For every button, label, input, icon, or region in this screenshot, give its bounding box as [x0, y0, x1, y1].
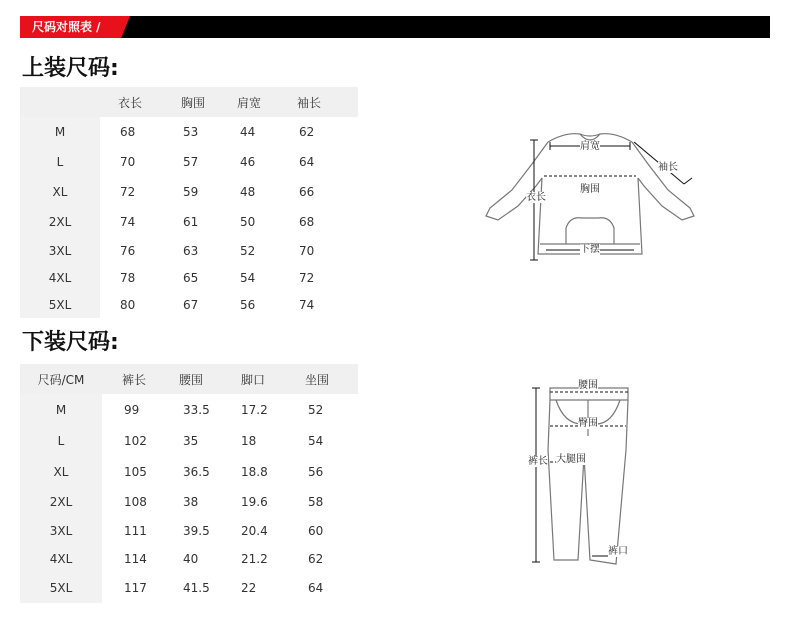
value-cell: 41.5 [183, 581, 210, 595]
value-cell: 111 [124, 523, 147, 538]
header-waist: 腰围 [164, 364, 226, 394]
value-cell: 62 [308, 552, 324, 566]
value-cell: 38 [183, 494, 199, 509]
value-cell: 114 [124, 552, 147, 566]
value-cell: 33.5 [183, 402, 210, 417]
value-cell: 72 [120, 185, 136, 199]
size-label: XL [20, 456, 102, 487]
size-label: M [20, 117, 100, 147]
value-cell: 54 [308, 433, 324, 448]
corner-cell [20, 87, 100, 117]
table-row [20, 177, 358, 207]
thigh-label: 大腿围 [556, 454, 586, 465]
header-chest: 胸围 [165, 87, 222, 117]
value-cell: 67 [183, 297, 199, 312]
table-row [20, 291, 358, 318]
sleeve-label: 袖长 [658, 162, 678, 173]
value-cell: 74 [120, 215, 136, 229]
value-cell: 35 [183, 433, 199, 448]
value-cell: 18.8 [241, 464, 268, 479]
corner-cell: 尺码/CM [20, 364, 102, 394]
length-label: 衣长 [526, 192, 546, 203]
top-size-title: 上装尺码: [22, 56, 119, 81]
table-header-row [20, 364, 358, 394]
value-cell: 57 [183, 155, 199, 169]
value-cell: 48 [240, 185, 256, 199]
value-cell: 65 [183, 270, 199, 285]
value-cell: 46 [240, 155, 256, 169]
value-cell: 108 [124, 494, 147, 509]
value-cell: 58 [308, 494, 324, 509]
value-cell: 76 [120, 243, 136, 258]
value-cell: 68 [299, 215, 315, 229]
chest-label: 胸围 [580, 184, 600, 195]
value-cell: 61 [183, 215, 199, 229]
hem-label: 下摆 [580, 244, 600, 255]
value-cell: 56 [240, 297, 256, 312]
table-row [20, 117, 358, 147]
header-leg-opening: 脚口 [226, 364, 288, 394]
value-cell: 52 [240, 243, 256, 258]
size-label: 3XL [20, 237, 100, 264]
value-cell: 59 [183, 185, 199, 199]
table-row [20, 487, 358, 516]
hip-label: 臀围 [578, 418, 598, 429]
value-cell: 19.6 [241, 494, 268, 509]
value-cell: 22 [241, 581, 257, 595]
size-label: L [20, 425, 102, 456]
value-cell: 44 [240, 125, 256, 139]
size-label: M [20, 394, 102, 425]
size-label: 5XL [20, 573, 102, 603]
table-row [20, 147, 358, 177]
size-label: XL [20, 177, 100, 207]
size-label: 4XL [20, 545, 102, 573]
pants-outline-icon [520, 370, 650, 580]
value-cell: 52 [308, 402, 324, 417]
value-cell: 50 [240, 215, 256, 229]
value-cell: 39.5 [183, 523, 210, 538]
value-cell: 53 [183, 125, 199, 139]
table-row [20, 264, 358, 291]
value-cell: 60 [308, 523, 324, 538]
size-label: 2XL [20, 207, 100, 237]
table-row [20, 516, 358, 545]
value-cell: 68 [120, 125, 136, 139]
value-cell: 21.2 [241, 552, 268, 566]
pants-length-label: 裤长 [528, 456, 548, 467]
value-cell: 105 [124, 464, 147, 479]
header-hip: 坐围 [288, 364, 358, 394]
value-cell: 66 [299, 185, 315, 199]
size-label: L [20, 147, 100, 177]
top-size-table [20, 87, 358, 318]
header-length: 裤长 [102, 364, 164, 394]
value-cell: 64 [308, 581, 324, 595]
value-cell: 18 [241, 433, 257, 448]
table-row [20, 237, 358, 264]
table-row [20, 573, 358, 603]
leg-opening-label: 裤口 [608, 546, 628, 557]
shoulder-label: 肩宽 [580, 141, 600, 152]
value-cell: 56 [308, 464, 324, 479]
banner-label: 尺码对照表 / [32, 20, 101, 34]
value-cell: 102 [124, 433, 147, 448]
header-shoulder: 肩宽 [222, 87, 282, 117]
value-cell: 36.5 [183, 464, 210, 479]
header-length: 衣长 [100, 87, 165, 117]
value-cell: 80 [120, 297, 136, 312]
header-sleeve: 袖长 [282, 87, 358, 117]
value-cell: 72 [299, 270, 315, 285]
bottom-size-title: 下装尺码: [22, 330, 119, 355]
value-cell: 78 [120, 270, 136, 285]
value-cell: 99 [124, 402, 140, 417]
table-row [20, 456, 358, 487]
size-label: 5XL [20, 291, 100, 318]
value-cell: 70 [299, 243, 315, 258]
table-header-row [20, 87, 358, 117]
value-cell: 54 [240, 270, 256, 285]
value-cell: 74 [299, 297, 315, 312]
value-cell: 117 [124, 581, 147, 595]
value-cell: 70 [120, 155, 136, 169]
value-cell: 17.2 [241, 402, 268, 417]
value-cell: 62 [299, 125, 315, 139]
size-label: 4XL [20, 264, 100, 291]
shirt-diagram [470, 120, 710, 270]
bottom-size-table [20, 364, 358, 603]
value-cell: 64 [299, 155, 315, 169]
table-row [20, 207, 358, 237]
table-row [20, 394, 358, 425]
size-chart-banner [20, 16, 770, 38]
table-row [20, 545, 358, 573]
waist-label: 腰围 [578, 380, 598, 391]
table-row [20, 425, 358, 456]
value-cell: 20.4 [241, 523, 268, 538]
size-label: 2XL [20, 487, 102, 516]
value-cell: 63 [183, 243, 199, 258]
value-cell: 40 [183, 552, 199, 566]
size-label: 3XL [20, 516, 102, 545]
pants-diagram [520, 370, 650, 580]
